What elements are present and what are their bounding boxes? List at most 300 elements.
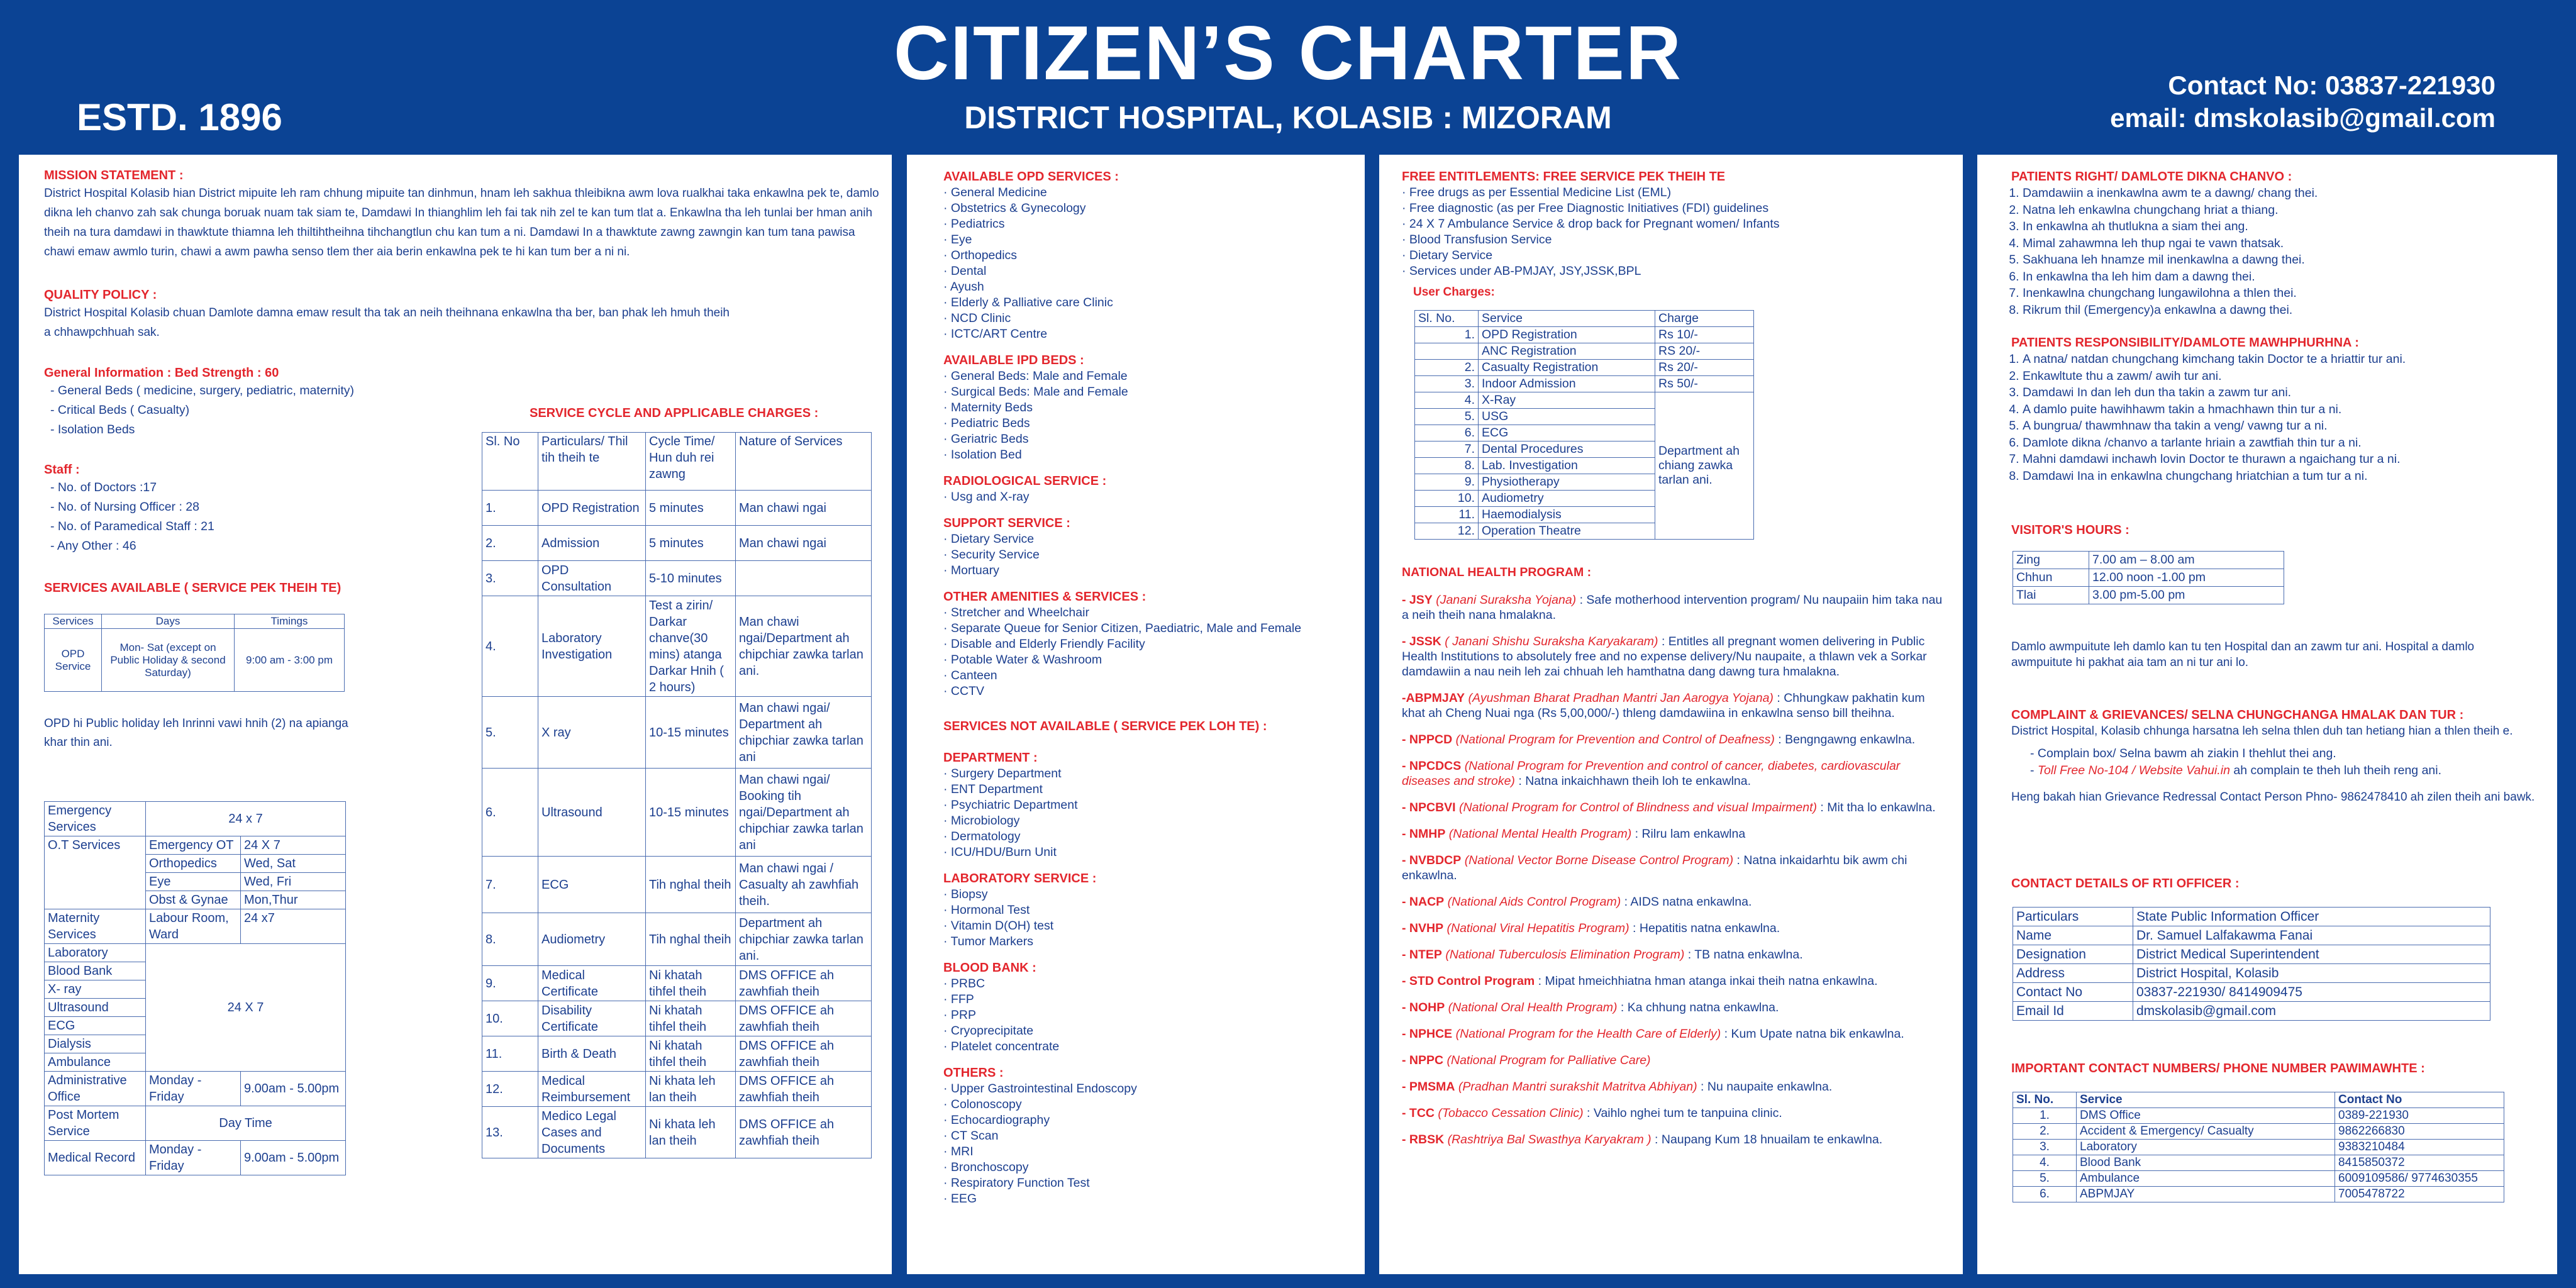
nhp-item xyxy=(1402,894,1949,909)
group-item: ECG xyxy=(45,1017,146,1035)
imp-sl: 3. xyxy=(2013,1140,2077,1155)
uc-service: Physiotherapy xyxy=(1479,474,1655,491)
imp-row xyxy=(2013,1140,2504,1155)
cycle-cell-p: Medical Certificate xyxy=(538,966,646,1001)
visitor-period: Zing xyxy=(2013,552,2089,569)
nhp-item xyxy=(1402,826,1949,841)
nhp-item xyxy=(1402,1053,1949,1068)
important-contacts-heading: IMPORTANT CONTACT NUMBERS/ PHONE NUMBER PAWIMAWHTE : xyxy=(2011,1062,2425,1075)
visitor-time: 7.00 am – 8.00 am xyxy=(2089,552,2284,569)
panel-general-info xyxy=(19,155,892,1274)
opd-heading: AVAILABLE OPD SERVICES : xyxy=(943,170,1119,184)
nhp-item xyxy=(1402,634,1949,679)
nhp-abbrev: - NPCDCS xyxy=(1402,759,1462,773)
imp-service: Accident & Emergency/ Casualty xyxy=(2077,1124,2335,1140)
cycle-cell-n: DMS OFFICE ah zawhfiah theih xyxy=(736,1001,872,1036)
rti-value: dmskolasib@gmail.com xyxy=(2133,1002,2490,1021)
days-cell: Mon- Sat (except on Public Holiday & second Saturday) xyxy=(102,629,235,692)
cycle-cell-sl: 10. xyxy=(482,1001,538,1036)
free-item: · 24 X 7 Ambulance Service & drop back for Pregnant women/ Infants xyxy=(1402,216,1949,232)
rights-item: 8. Rikrum thil (Emergency)a enkawlna a dawng thei. xyxy=(2023,302,2546,319)
imp-header: Service xyxy=(2077,1092,2335,1108)
cycle-row xyxy=(482,596,872,697)
lab-item: · Vitamin D(OH) test xyxy=(943,918,1352,934)
uc-header: Service xyxy=(1479,311,1655,327)
nhp-fullname: (Janani Suraksha Yojana) xyxy=(1436,593,1577,607)
nhp-desc: : Natna inkaidarhtu bik awm chi enkawlna. xyxy=(1402,853,1907,882)
imp-service: ABPMJAY xyxy=(2077,1187,2335,1202)
oth-item: · MRI xyxy=(943,1144,1352,1160)
ipd-item: · Isolation Bed xyxy=(943,447,1352,463)
uc-sl: 1. xyxy=(1415,327,1479,343)
rights-item: 5. Sakhuana leh hnamze mil inenkawlna a dawng thei. xyxy=(2023,252,2546,269)
blood-bank-heading: BLOOD BANK : xyxy=(943,961,1036,975)
nhp-abbrev: - NOHP xyxy=(1402,1001,1445,1014)
schedule-days: Monday - Friday xyxy=(146,1072,241,1106)
rti-value: District Medical Superintendent xyxy=(2133,945,2490,964)
ipd-item: · General Beds: Male and Female xyxy=(943,369,1352,384)
nhp-abbrev: - NVBDCP xyxy=(1402,853,1462,867)
cycle-cell-n: Man chawi ngai/ Booking tih ngai/Department ah chipchiar zawka tarlan ani xyxy=(736,769,872,857)
cycle-cell-c: Tih nghal theih xyxy=(646,857,736,913)
group-item: Ambulance xyxy=(45,1053,146,1072)
imp-contact: 9383210484 xyxy=(2335,1140,2504,1155)
bb-item: · PRBC xyxy=(943,976,1352,992)
schedule-row-value: 24 x 7 xyxy=(146,802,346,836)
cycle-cell-p: X ray xyxy=(538,697,646,769)
group-value: 24 X 7 xyxy=(146,944,346,1072)
amen-item: · Separate Queue for Senior Citizen, Paediatric, Male and Female xyxy=(943,621,1352,636)
quality-text: District Hospital Kolasib chuan Damlote damna emaw result tha tak an neih theihnana enkawlna tha ber, ban phak leh hmuh theih a chhawpchhuah sak. xyxy=(44,306,730,339)
nhp-item xyxy=(1402,921,1949,936)
group-item: Blood Bank xyxy=(45,962,146,980)
nhp-desc: : Natna inkaichhawn theih loh te enkawlna. xyxy=(1514,774,1752,788)
responsibility-item: 1. A natna/ natdan chungchang kimchang takin Doctor te a hriattir tur ani. xyxy=(2023,351,2546,368)
uc-service: ANC Registration xyxy=(1479,343,1655,360)
support-list xyxy=(943,531,1352,579)
header-title: CITIZEN’S CHARTER xyxy=(894,10,1682,96)
nhp-item xyxy=(1402,1106,1949,1121)
nhp-item xyxy=(1402,1079,1949,1094)
cycle-cell-c: 5 minutes xyxy=(646,491,736,526)
cycle-cell-n: DMS OFFICE ah zawhfiah theih xyxy=(736,966,872,1001)
uc-service: Lab. Investigation xyxy=(1479,458,1655,474)
rti-table xyxy=(2012,907,2490,1021)
cycle-header: Nature of Services xyxy=(736,433,872,491)
oth-item: · Colonoscopy xyxy=(943,1097,1352,1113)
ot-row-name: Orthopedics xyxy=(146,855,241,873)
service-cycle-table xyxy=(482,432,872,1158)
support-item: · Security Service xyxy=(943,547,1352,563)
rti-value: Dr. Samuel Lalfakawma Fanai xyxy=(2133,926,2490,945)
amen-item: · Stretcher and Wheelchair xyxy=(943,605,1352,621)
schedule-time: 9.00am - 5.00pm xyxy=(241,1141,346,1175)
contact-email: email: dmskolasib@gmail.com xyxy=(2110,103,2496,133)
ipd-heading: AVAILABLE IPD BEDS : xyxy=(943,353,1084,367)
cycle-cell-sl: 11. xyxy=(482,1036,538,1072)
nhp-desc: : Hepatitis natna enkawlna. xyxy=(1629,921,1780,935)
cycle-cell-n: DMS OFFICE ah zawhfiah theih xyxy=(736,1107,872,1158)
nhp-fullname: ( Janani Shishu Suraksha Karyakaram) xyxy=(1445,635,1658,648)
schedule-time: 9.00am - 5.00pm xyxy=(241,1072,346,1106)
rti-key: Email Id xyxy=(2013,1002,2133,1021)
quality-section xyxy=(44,287,736,342)
bb-item: · Cryoprecipitate xyxy=(943,1023,1352,1039)
responsibility-item: 6. Damlote dikna /chanvo a tarlante hriain a zawtfiah thin tur a ni. xyxy=(2023,435,2546,452)
rights-heading: PATIENTS RIGHT/ DAMLOTE DIKNA CHANVO : xyxy=(2011,170,2292,184)
blood-bank-list xyxy=(943,976,1352,1055)
staff-list xyxy=(44,478,497,556)
uc-sl: 5. xyxy=(1415,409,1479,425)
visitor-row xyxy=(2013,552,2284,569)
rights-item: 7. Inenkawlna chungchang lungawilohna a thlen thei. xyxy=(2023,285,2546,302)
free-list xyxy=(1402,185,1949,279)
imp-contact: 0389-221930 xyxy=(2335,1108,2504,1124)
oth-item: · Bronchoscopy xyxy=(943,1160,1352,1175)
cycle-cell-n: Man chawi ngai xyxy=(736,491,872,526)
nhp-item xyxy=(1402,853,1949,883)
cycle-cell-p: Laboratory Investigation xyxy=(538,596,646,697)
services-available-title: SERVICES AVAILABLE ( SERVICE PEK THEIH TE) xyxy=(44,581,341,595)
visitor-note: Damlo awmpuitute leh damlo kan tu ten Hospital dan an zawm tur ani. Hospital a damlo awmpuitute hi pakhat aia tam an ni tur ani lo. xyxy=(2011,640,2475,669)
uc-sl: 11. xyxy=(1415,507,1479,523)
cycle-cell-n: DMS OFFICE ah zawhfiah theih xyxy=(736,1036,872,1072)
nhp-abbrev: - NPCBVI xyxy=(1402,801,1456,814)
opd-item: · Dental xyxy=(943,264,1352,279)
nhp-fullname: (National Program for Palliative Care) xyxy=(1446,1053,1651,1067)
cycle-cell-n: Man chawi ngai/Department ah chipchiar zawka tarlan ani. xyxy=(736,596,872,697)
nhp-abbrev: - RBSK xyxy=(1402,1133,1445,1146)
dept-item: · Microbiology xyxy=(943,813,1352,829)
uc-service: Indoor Admission xyxy=(1479,376,1655,392)
imp-sl: 4. xyxy=(2013,1155,2077,1171)
oth-item: · Upper Gastrointestinal Endoscopy xyxy=(943,1081,1352,1097)
cycle-row xyxy=(482,1107,872,1158)
nhp-abbrev: - NMHP xyxy=(1402,827,1446,841)
uc-charge: RS 20/- xyxy=(1655,343,1754,360)
nhp-abbrev: - NPPC xyxy=(1402,1053,1444,1067)
nhp-abbrev: -ABPMJAY xyxy=(1402,691,1465,705)
cycle-row xyxy=(482,913,872,966)
schedule-row-label: O.T Services xyxy=(45,836,146,909)
nhp-item xyxy=(1402,1026,1949,1041)
schedule-row-label: Medical Record xyxy=(45,1141,146,1175)
responsibility-item: 8. Damdawi Ina in enkawlna chungchang hriatchian a tum tur a ni. xyxy=(2023,468,2546,485)
uc-service: Casualty Registration xyxy=(1479,360,1655,376)
amen-item: · CCTV xyxy=(943,684,1352,699)
uc-header: Sl. No. xyxy=(1415,311,1479,327)
nhp-desc: : Naupang Kum 18 hnuailam te enkawlna. xyxy=(1651,1133,1883,1146)
imp-row xyxy=(2013,1108,2504,1124)
nhp-item xyxy=(1402,592,1949,623)
dept-item: · Psychiatric Department xyxy=(943,797,1352,813)
opd-item: · NCD Clinic xyxy=(943,311,1352,326)
ot-row-value: Wed, Sat xyxy=(241,855,346,873)
opd-item: · Ayush xyxy=(943,279,1352,295)
panel-services xyxy=(907,155,1365,1274)
general-info-item: - General Beds ( medicine, surgery, pediatric, maternity) xyxy=(50,381,497,401)
responsibility-item: 5. A bungrua/ thawmhnaw tha takin a veng/ vawng tur a ni. xyxy=(2023,418,2546,435)
cycle-cell-p: Medico Legal Cases and Documents xyxy=(538,1107,646,1158)
services-column xyxy=(943,169,1352,1207)
cycle-cell-p: Audiometry xyxy=(538,913,646,966)
others-list xyxy=(943,1081,1352,1207)
cycle-cell-p: Admission xyxy=(538,526,646,561)
ipd-item: · Pediatric Beds xyxy=(943,416,1352,431)
uc-sl: 2. xyxy=(1415,360,1479,376)
cycle-row xyxy=(482,966,872,1001)
rti-row xyxy=(2013,983,2490,1002)
dept-item: · ENT Department xyxy=(943,782,1352,797)
cycle-cell-c: 10-15 minutes xyxy=(646,697,736,769)
staff-item: - Any Other : 46 xyxy=(50,536,497,556)
free-item: · Blood Transfusion Service xyxy=(1402,232,1949,248)
cycle-row xyxy=(482,1036,872,1072)
amen-item: · Disable and Elderly Friendly Facility xyxy=(943,636,1352,652)
panel-rights xyxy=(1977,155,2557,1274)
cycle-cell-p: ECG xyxy=(538,857,646,913)
uc-sl: 10. xyxy=(1415,491,1479,507)
uc-row xyxy=(1415,376,1754,392)
general-info-section xyxy=(44,365,497,440)
lab-item: · Hormonal Test xyxy=(943,902,1352,918)
nhp-item xyxy=(1402,758,1949,789)
bb-item: · Platelet concentrate xyxy=(943,1039,1352,1055)
uc-sl: 4. xyxy=(1415,392,1479,409)
cycle-cell-sl: 6. xyxy=(482,769,538,857)
timings-cell: 9:00 am - 3:00 pm xyxy=(235,629,345,692)
cycle-cell-sl: 7. xyxy=(482,857,538,913)
rti-row xyxy=(2013,1002,2490,1021)
staff-item: - No. of Doctors :17 xyxy=(50,478,497,497)
toll-free-text: Toll Free No-104 / Website Vahui.in xyxy=(2037,763,2230,777)
schedule-row-label: Administrative Office xyxy=(45,1072,146,1106)
visitor-time: 3.00 pm-5.00 pm xyxy=(2089,587,2284,604)
uc-sl: 9. xyxy=(1415,474,1479,491)
cycle-cell-sl: 8. xyxy=(482,913,538,966)
staff-item: - No. of Paramedical Staff : 21 xyxy=(50,517,497,536)
nhp-item xyxy=(1402,691,1949,721)
nhp-abbrev: - NACP xyxy=(1402,895,1445,909)
grievance-section xyxy=(2011,707,2546,805)
service-cell: OPD Service xyxy=(45,629,102,692)
ot-row-value: 24 X 7 xyxy=(241,836,346,855)
cycle-cell-c: Ni khata leh lan theih xyxy=(646,1107,736,1158)
uc-sl: 12. xyxy=(1415,523,1479,540)
nhp-abbrev: - STD Control Program xyxy=(1402,974,1535,988)
schedule-row-label: Post Mortem Service xyxy=(45,1106,146,1141)
grievance-item: - Complain box/ Selna bawm ah ziakin I thehlut thei ang. xyxy=(2030,745,2546,762)
nhp-list xyxy=(1402,592,1949,1147)
cycle-cell-c: Test a zirin/ Darkar chanve(30 mins) atanga Darkar Hnih ( 2 hours) xyxy=(646,596,736,697)
cycle-cell-c: 5-10 minutes xyxy=(646,561,736,596)
cycle-cell-c: 10-15 minutes xyxy=(646,769,736,857)
nhp-item xyxy=(1402,1132,1949,1147)
nhp-abbrev: - NTEP xyxy=(1402,948,1442,962)
rti-value: State Public Information Officer xyxy=(2133,908,2490,926)
schedule-row-label: Emergency Services xyxy=(45,802,146,836)
free-item: · Services under AB-PMJAY, JSY,JSSK,BPL xyxy=(1402,264,1949,279)
nhp-abbrev: - NPHCE xyxy=(1402,1027,1453,1041)
nhp-desc: : Safe motherhood intervention program/ Nu naupaiin him taka nau a neih theih nana hmalakna. xyxy=(1402,593,1943,622)
oth-item: · Echocardiography xyxy=(943,1113,1352,1128)
responsibility-item: 3. Damdawi In dan leh dun tha takin a zawm tur ani. xyxy=(2023,384,2546,401)
responsibility-item: 7. Mahni damdawi inchawh lovin Doctor te thurawn a ngaichang tur a ni. xyxy=(2023,451,2546,468)
opd-item: · Elderly & Palliative care Clinic xyxy=(943,295,1352,311)
cycle-cell-sl: 3. xyxy=(482,561,538,596)
imp-contact: 8415850372 xyxy=(2335,1155,2504,1171)
cycle-cell-c: 5 minutes xyxy=(646,526,736,561)
nhp-abbrev: - JSSK xyxy=(1402,635,1441,648)
important-contacts-table xyxy=(2012,1092,2504,1202)
cycle-cell-n: Man chawi ngai / Casualty ah zawhfiah theih. xyxy=(736,857,872,913)
imp-sl: 6. xyxy=(2013,1187,2077,1202)
amenities-heading: OTHER AMENITIES & SERVICES : xyxy=(943,590,1146,604)
uc-merged-note: Department ah chiang zawka tarlan ani. xyxy=(1655,392,1754,540)
rights-list xyxy=(2011,185,2546,318)
nhp-abbrev: - NVHP xyxy=(1402,921,1444,935)
nhp-desc: : Chhungkaw pakhatin kum khat ah Cheng Nuai nga (Rs 5,00,000/-) thleng damdawiina in enkawlna senso bill theihna. xyxy=(1402,691,1925,720)
rti-value: District Hospital, Kolasib xyxy=(2133,964,2490,983)
uc-header: Charge xyxy=(1655,311,1754,327)
uc-sl xyxy=(1415,343,1479,360)
lab-item: · Biopsy xyxy=(943,887,1352,902)
nhp-heading: NATIONAL HEALTH PROGRAM : xyxy=(1402,565,1592,579)
imp-row xyxy=(2013,1171,2504,1187)
lab-heading: LABORATORY SERVICE : xyxy=(943,872,1097,886)
rti-key: Designation xyxy=(2013,945,2133,964)
nhp-abbrev: - PMSMA xyxy=(1402,1080,1455,1094)
rights-item: 1. Damdawiin a inenkawlna awm te a dawng/ chang thei. xyxy=(2023,185,2546,202)
cycle-cell-n xyxy=(736,561,872,596)
uc-sl: 6. xyxy=(1415,425,1479,441)
rti-row xyxy=(2013,926,2490,945)
uc-sl: 7. xyxy=(1415,441,1479,458)
cycle-row xyxy=(482,1001,872,1036)
imp-sl: 1. xyxy=(2013,1108,2077,1124)
cycle-cell-c: Ni khata leh lan theih xyxy=(646,1072,736,1107)
uc-service: Audiometry xyxy=(1479,491,1655,507)
nhp-desc: : Mipat hmeichhiatna hman atanga inkai theih natna enkawlna. xyxy=(1535,974,1878,988)
general-info-list xyxy=(44,381,497,440)
cycle-cell-p: OPD Consultation xyxy=(538,561,646,596)
nhp-fullname: (National Aids Control Program) xyxy=(1447,895,1621,909)
support-item: · Mortuary xyxy=(943,563,1352,579)
cycle-cell-p: OPD Registration xyxy=(538,491,646,526)
ot-row-name: Obst & Gynae xyxy=(146,891,241,909)
cycle-row xyxy=(482,1072,872,1107)
free-item: · Free drugs as per Essential Medicine List (EML) xyxy=(1402,185,1949,201)
opd-item: · Eye xyxy=(943,232,1352,248)
timings-header: Timings xyxy=(235,614,345,629)
nhp-desc: : Entitles all pregnant women delivering in Public Health Institutions to absolutely free and no expense delivery/Nu naupaite, a thlawn vek a Sorkar damdawiin a nau neih leh zai chhuah leh hamthatna dang dawng tura hmalakna. xyxy=(1402,635,1927,679)
grievance-note: Heng bakah hian Grievance Redressal Contact Person Phno- 9862478410 ah zilen theih ani bawk. xyxy=(2011,791,2535,804)
radiology-list xyxy=(943,489,1352,505)
imp-row xyxy=(2013,1124,2504,1140)
uc-service: X-Ray xyxy=(1479,392,1655,409)
free-item: · Dietary Service xyxy=(1402,248,1949,264)
services-header: Services xyxy=(45,614,102,629)
imp-service: Laboratory xyxy=(2077,1140,2335,1155)
nhp-item xyxy=(1402,947,1949,962)
header-subtitle: DISTRICT HOSPITAL, KOLASIB : MIZORAM xyxy=(964,100,1612,135)
schedule-days: Monday - Friday xyxy=(146,1141,241,1175)
grievance-text: District Hospital, Kolasib chhunga harsatna leh selna thlen duh tan hetiang hian a thlen theih e. xyxy=(2011,724,2513,738)
nhp-fullname: (National Program for Prevention and control of cancer, diabetes, cardiovascular diseases and stroke) xyxy=(1402,759,1901,788)
not-available-heading: SERVICES NOT AVAILABLE ( SERVICE PEK LOH TE) : xyxy=(943,719,1267,733)
amen-item: · Canteen xyxy=(943,668,1352,684)
ot-row-name: Emergency OT xyxy=(146,836,241,855)
schedule-row-value: Day Time xyxy=(146,1106,346,1141)
established-label: ESTD. 1896 xyxy=(77,96,282,138)
nhp-desc: : Bengngawng enkawlna. xyxy=(1774,733,1916,747)
cycle-cell-c: Ni khatah tihfel theih xyxy=(646,966,736,1001)
nhp-fullname: (National Mental Health Program) xyxy=(1448,827,1632,841)
uc-service: Operation Theatre xyxy=(1479,523,1655,540)
rti-row xyxy=(2013,908,2490,926)
ipd-item: · Geriatric Beds xyxy=(943,431,1352,447)
visitor-hours-heading: VISITOR'S HOURS : xyxy=(2011,523,2129,537)
imp-row xyxy=(2013,1187,2504,1202)
responsibility-item: 2. Enkawltute thu a zawm/ awih tur ani. xyxy=(2023,368,2546,385)
uc-service: USG xyxy=(1479,409,1655,425)
responsibility-heading: PATIENTS RESPONSIBILITY/DAMLOTE MAWHPHURHNA : xyxy=(2011,336,2359,350)
visitor-period: Tlai xyxy=(2013,587,2089,604)
oth-item: · EEG xyxy=(943,1191,1352,1207)
cycle-row xyxy=(482,857,872,913)
imp-contact: 9862266830 xyxy=(2335,1124,2504,1140)
schedule-table xyxy=(44,801,346,1175)
ipd-item: · Surgical Beds: Male and Female xyxy=(943,384,1352,400)
department-list xyxy=(943,766,1352,860)
visitor-row xyxy=(2013,569,2284,587)
cycle-cell-n: DMS OFFICE ah zawhfiah theih xyxy=(736,1072,872,1107)
rights-item: 6. In enkawlna tha leh him dam a dawng thei. xyxy=(2023,269,2546,286)
nhp-item xyxy=(1402,800,1949,815)
responsibility-list xyxy=(2011,351,2546,484)
imp-contact: 6009109586/ 9774630355 xyxy=(2335,1171,2504,1187)
cycle-cell-sl: 9. xyxy=(482,966,538,1001)
nhp-desc: : Vaihlo nghei tum te tanpuina clinic. xyxy=(1583,1106,1782,1120)
nhp-desc: : Ka chhung natna enkawlna. xyxy=(1617,1001,1779,1014)
cycle-row xyxy=(482,697,872,769)
opd-item: · General Medicine xyxy=(943,185,1352,201)
rti-key: Contact No xyxy=(2013,983,2133,1002)
nhp-fullname: (National Program for the Health Care of Elderly) xyxy=(1455,1027,1721,1041)
ot-row-value: Mon,Thur xyxy=(241,891,346,909)
opd-list xyxy=(943,185,1352,342)
uc-sl: 8. xyxy=(1415,458,1479,474)
nhp-desc: : Kum Upate natna bik enkawlna. xyxy=(1721,1027,1904,1041)
header-contact xyxy=(2110,69,2496,135)
cycle-header: Cycle Time/ Hun duh rei zawng xyxy=(646,433,736,491)
quality-heading: QUALITY POLICY : xyxy=(44,288,157,302)
nhp-abbrev: - NPPCD xyxy=(1402,733,1453,747)
panel-entitlements xyxy=(1379,155,1963,1274)
radio-item: · Usg and X-ray xyxy=(943,489,1352,505)
uc-row xyxy=(1415,343,1754,360)
nhp-abbrev: - TCC xyxy=(1402,1106,1435,1120)
responsibility-item: 4. A damlo puite hawihhawm takin a hmachhawn thin tur a ni. xyxy=(2023,401,2546,418)
nhp-fullname: (National Tuberculosis Elimination Program) xyxy=(1445,948,1685,962)
amenities-list xyxy=(943,605,1352,699)
cycle-cell-n: Department ah chipchiar zawka tarlan ani. xyxy=(736,913,872,966)
rti-row xyxy=(2013,945,2490,964)
opd-item: · ICTC/ART Centre xyxy=(943,326,1352,342)
services-available-heading xyxy=(44,580,497,596)
cycle-cell-p: Disability Certificate xyxy=(538,1001,646,1036)
cycle-row xyxy=(482,561,872,596)
